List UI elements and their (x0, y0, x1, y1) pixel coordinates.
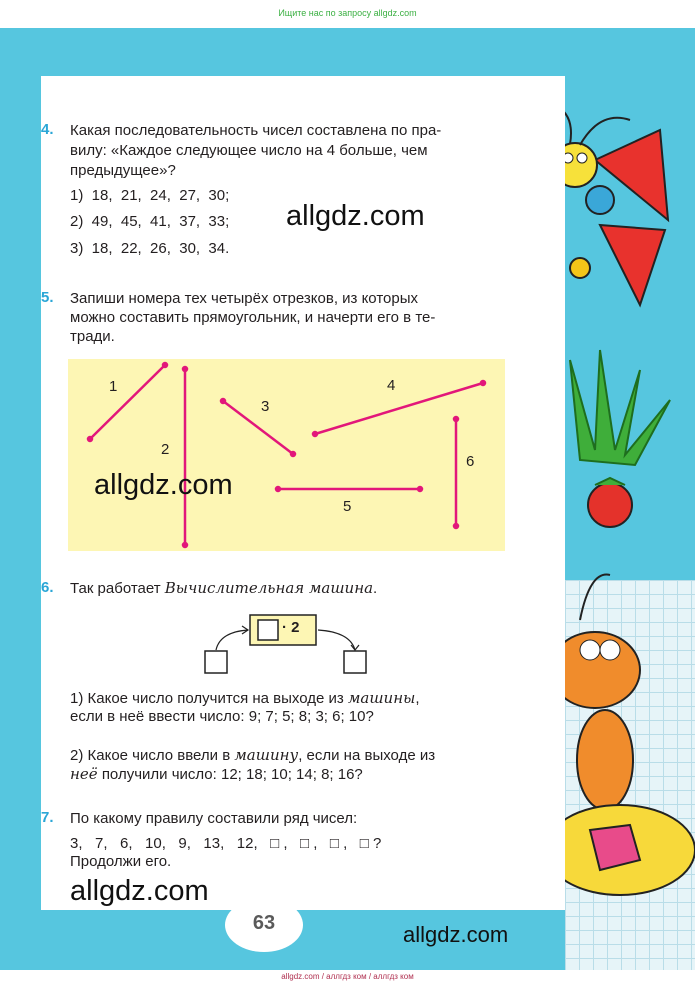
segment-1 (90, 365, 165, 439)
task-7-sequence: 3, 7, 6, 10, 9, 13, 12, □ , □ , □ , □ ? (70, 835, 382, 852)
task-4-line-2: вилу: «Каждое следующее число на 4 больше, чем (70, 142, 428, 159)
watermark-4: allgdz.com (403, 922, 509, 947)
task-5-line-3: тради. (70, 328, 115, 345)
task-4-option-2: 2) 49, 45, 41, 37, 33; (70, 213, 230, 230)
task-5-line-1: Запиши номера тех четырёх отрезков, из которых (70, 290, 418, 307)
task-6-intro: Так работает Вычислительная машина. (70, 579, 378, 597)
segment-3 (223, 401, 293, 454)
task-6-question-1: 1) Какое число получится на выходе из машины, (70, 689, 420, 707)
grass-strawberry-illustration (560, 340, 695, 540)
task-4-line-3: предыдущее»? (70, 162, 176, 179)
task-4-option-3: 3) 18, 22, 26, 30, 34. (70, 240, 230, 257)
task-5-line-2: можно составить прямоугольник, и начерти его в те- (70, 309, 436, 326)
segment-label-1: 1 (109, 378, 118, 395)
bottom-banner: allgdz.com / аллгдз ком / аллгдз ком (0, 970, 695, 992)
task-6-question-2-line-2: неё получили число: 12; 18; 10; 14; 8; 16? (70, 765, 363, 783)
watermark-1: allgdz.com (286, 200, 425, 232)
segment-label-6: 6 (466, 453, 475, 470)
task-7-line-1: По какому правилу составили ряд чисел: (70, 810, 358, 827)
machine-operation: · 2 (282, 619, 300, 636)
watermark-3: allgdz.com (70, 875, 209, 907)
watermark-2: allgdz.com (94, 469, 233, 501)
segment-label-2: 2 (161, 441, 170, 458)
task-5-number: 5. (41, 289, 54, 306)
task-7-line-3: Продолжи его. (70, 853, 172, 870)
segments-drawing (68, 359, 505, 551)
task-6-number: 6. (41, 579, 54, 596)
segment-label-5: 5 (343, 498, 352, 515)
segment-label-4: 4 (387, 377, 396, 394)
task-4-option-1: 1) 18, 21, 24, 27, 30; (70, 187, 230, 204)
page-number: 63 (252, 912, 276, 934)
task-4-number: 4. (41, 121, 54, 138)
segment-label-3: 3 (261, 398, 270, 415)
top-banner: Ищите нас по запросу allgdz.com (0, 0, 695, 28)
task-6-question-1-line-2: если в неё ввести число: 9; 7; 5; 8; 3; 6; 10? (70, 708, 374, 725)
segment-4 (315, 383, 483, 434)
task-6-question-2: 2) Какое число ввели в машину, если на выходе из (70, 746, 436, 764)
task-7-number: 7. (41, 809, 54, 826)
task-4-line-1: Какая последовательность чисел составлена по пра- (70, 122, 442, 139)
